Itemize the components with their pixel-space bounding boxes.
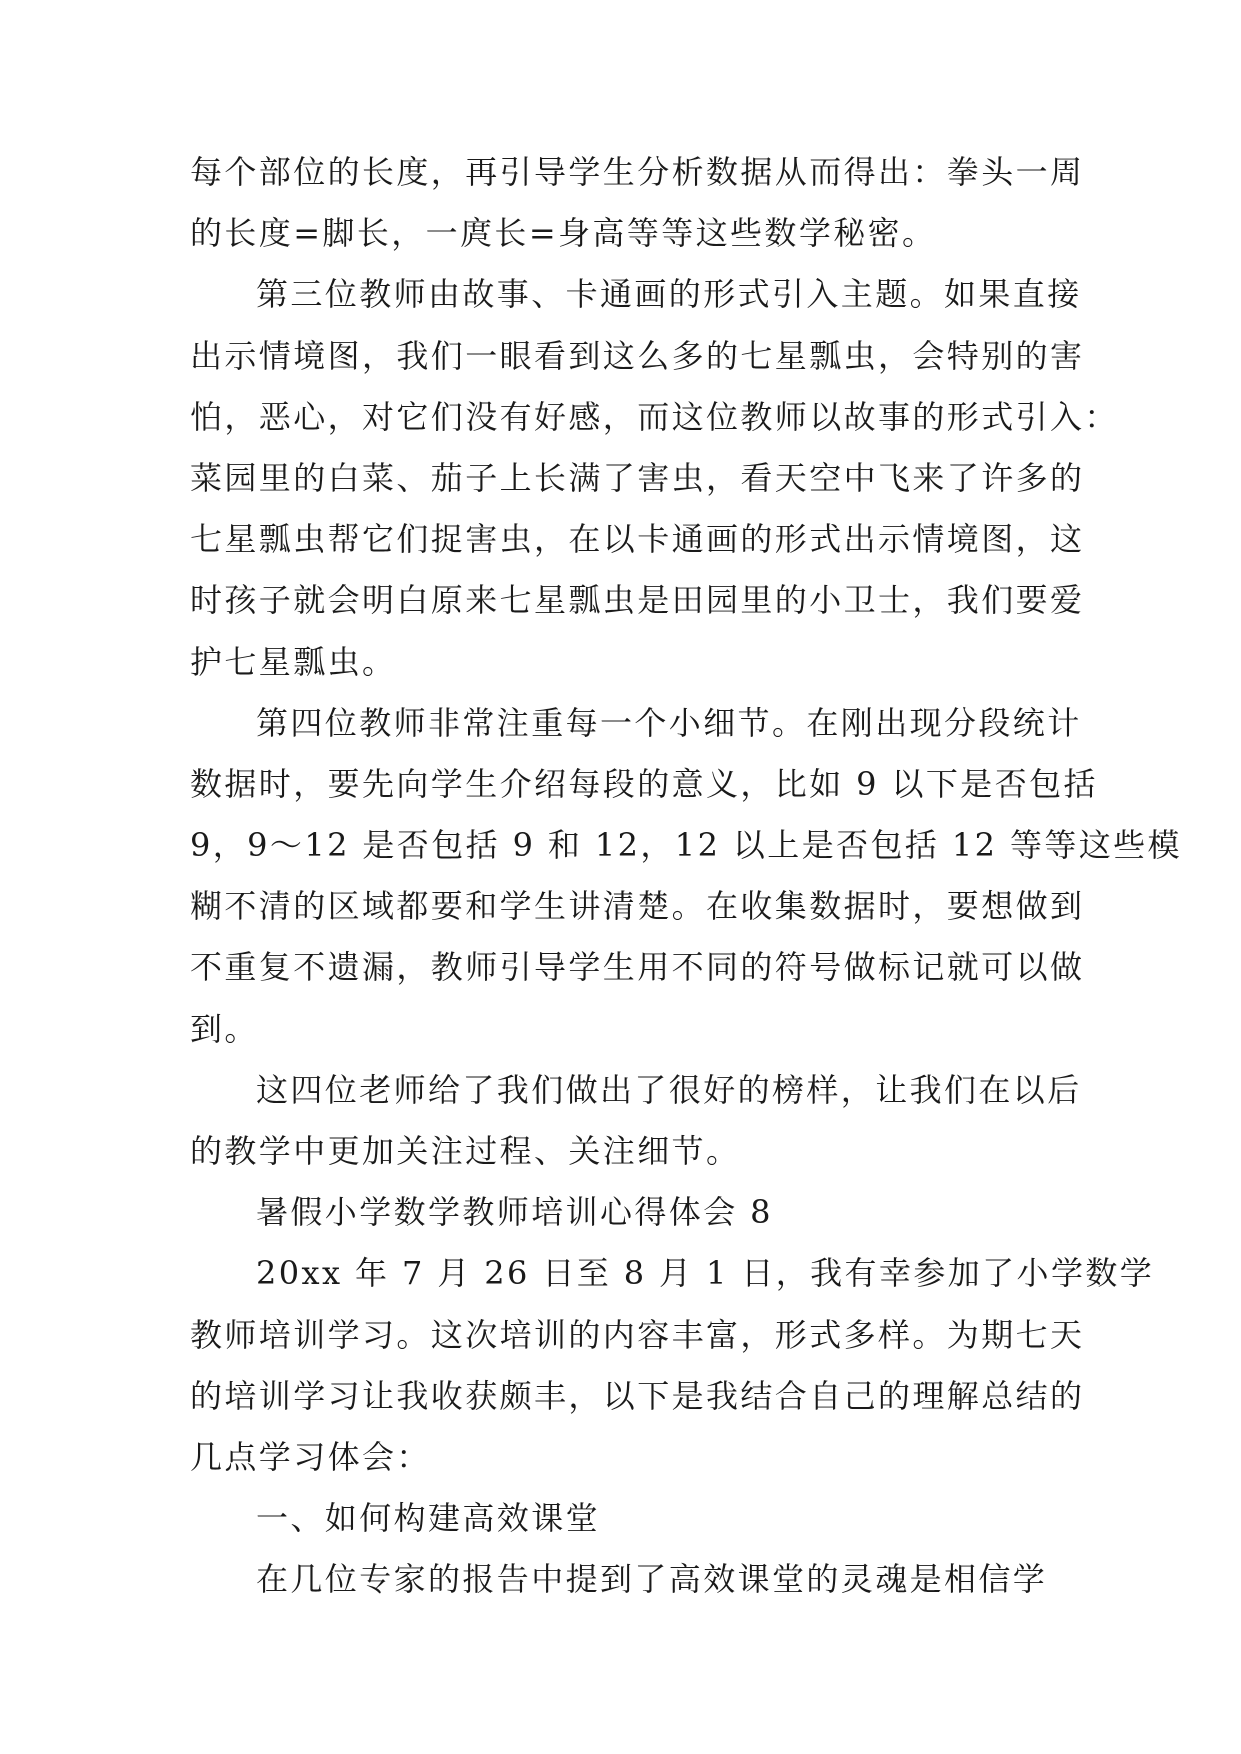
paragraph-first-line: 在几位专家的报告中提到了高效课堂的灵魂是相信学 xyxy=(256,1560,1048,1599)
body-line: 的教学中更加关注过程、关注细节。 xyxy=(190,1132,741,1170)
body-line: 到。 xyxy=(190,1009,259,1048)
body-line: 每个部位的长度，再引导学生分析数据从而得出：拳头一周 xyxy=(190,153,1085,191)
document-body xyxy=(190,142,1182,1611)
body-line: 出示情境图，我们一眼看到这么多的七星瓢虫，会特别的害 xyxy=(190,336,1085,375)
body-line: 9，9～12 是否包括 9 和 12，12 以上是否包括 12 等等这些模 xyxy=(190,826,1182,865)
paragraph-first-line: 第四位教师非常注重每一个小细节。在刚出现分段统计 xyxy=(256,703,1082,742)
body-line: 不重复不遗漏，教师引导学生用不同的符号做标记就可以做 xyxy=(190,948,1085,987)
body-line: 数据时，要先向学生介绍每段的意义，比如 9 以下是否包括 xyxy=(190,764,1098,803)
body-line: 糊不清的区域都要和学生讲清楚。在收集数据时，要想做到 xyxy=(190,887,1085,926)
section-heading: 暑假小学数学教师培训心得体会 8 xyxy=(256,1193,773,1232)
paragraph-first-line: 20xx 年 7 月 26 日至 8 月 1 日，我有幸参加了小学数学 xyxy=(256,1254,1155,1293)
body-line: 的培训学习让我收获颇丰，以下是我结合自己的理解总结的 xyxy=(190,1376,1085,1415)
body-line: 七星瓢虫帮它们捉害虫，在以卡通画的形式出示情境图，这 xyxy=(190,520,1085,559)
body-line: 护七星瓢虫。 xyxy=(190,642,397,681)
subsection-heading: 一、如何构建高效课堂 xyxy=(256,1499,601,1538)
paragraph-first-line: 第三位教师由故事、卡通画的形式引入主题。如果直接 xyxy=(256,275,1082,314)
paragraph-first-line: 这四位老师给了我们做出了很好的榜样，让我们在以后 xyxy=(256,1070,1082,1109)
body-line: 教师培训学习。这次培训的内容丰富，形式多样。为期七天 xyxy=(190,1315,1085,1354)
body-line: 的长度=脚长，一庹长=身高等等这些数学秘密。 xyxy=(190,214,937,253)
body-line: 几点学习体会： xyxy=(190,1437,431,1476)
body-line: 时孩子就会明白原来七星瓢虫是田园里的小卫士，我们要爱 xyxy=(190,581,1085,620)
body-line: 菜园里的白菜、茄子上长满了害虫，看天空中飞来了许多的 xyxy=(190,458,1085,497)
body-line: 怕，恶心，对它们没有好感，而这位教师以故事的形式引入： xyxy=(190,397,1119,436)
